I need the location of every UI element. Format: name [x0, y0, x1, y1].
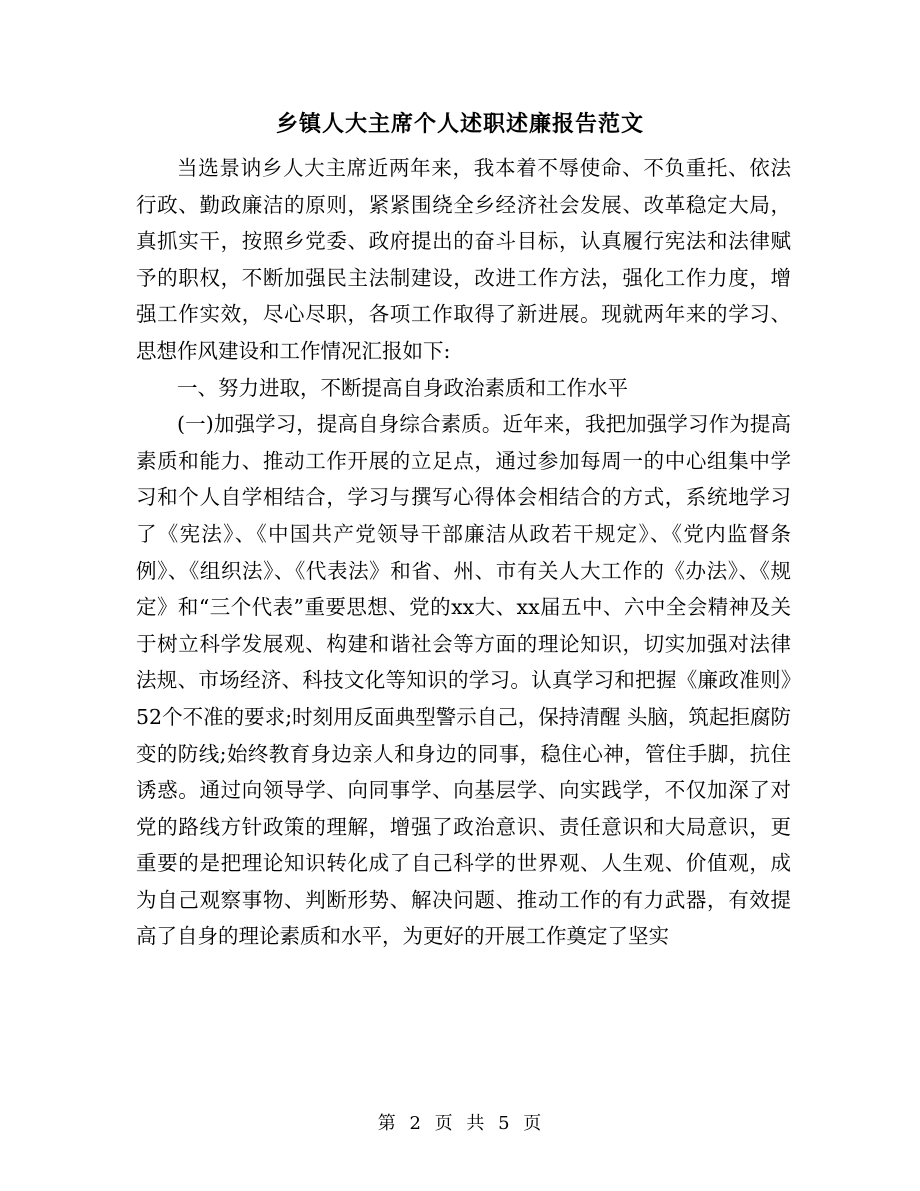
- section-heading-1: 一、努力进取，不断提高自身政治素质和工作水平: [177, 375, 628, 400]
- intro-paragraph: 当选景讷乡人大主席近两年来，我本着不辱使命、不负重托、依法行政、勤政廉洁的原则，紧紧围绕全乡经济社会发展、改革稳定大局，真抓实干，按照乡党委、政府提出的奋斗目标，认真履行宪法和法律赋予的职权，不断加强民主法制建设，改进工作方法，强化工作力度，增强工作实效，尽心尽职，各项工作取得了新进展。现就两年来的学习、思想作风建设和工作情况汇报如下:: [136, 156, 791, 363]
- page-number-footer: 第 2 页 共 5 页: [377, 1113, 543, 1134]
- document-body: [136, 150, 791, 955]
- subsection-paragraph-1: (一)加强学习，提高自身综合素质。近年来，我把加强学习作为提高素质和能力、推动工作开展的立足点，通过参加每周一的中心组集中学习和个人自学相结合，学习与撰写心得体会相结合的方式，系统地学习了《宪法》、《中国共产党领导干部廉洁从政若干规定》、《党内监督条例》、《组织法》、《代表法》和省、州、市有关人大工作的《办法》、《规定》和“三个代表”重要思想、党的xx大、xx届五中、六中全会精神及关于树立科学发展观、构建和谐社会等方面的理论知识，切实加强对法律法规、市场经济、科技文化等知识的学习。认真学习和把握《廉政准则》52个不准的要求;时刻用反面典型警示自己，保持清醒 头脑，筑起拒腐防变的防线;始终教育身边亲人和身边的同事，稳住心神，管住手脚，抗住诱惑。通过向领导学、向同事学、向基层学、向实践学，不仅加深了对党的路线方针政策的理解，增强了政治意识、责任意识和大局意识，更重要的是把理论知识转化成了自己科学的世界观、人生观、价值观，成为自己观察事物、判断形势、解决问题、推动工作的有力武器，有效提高了自身的理论素质和水平，为更好的开展工作奠定了坚实: [136, 412, 791, 949]
- document-title: 乡镇人大主席个人述职述廉报告范文: [275, 111, 644, 137]
